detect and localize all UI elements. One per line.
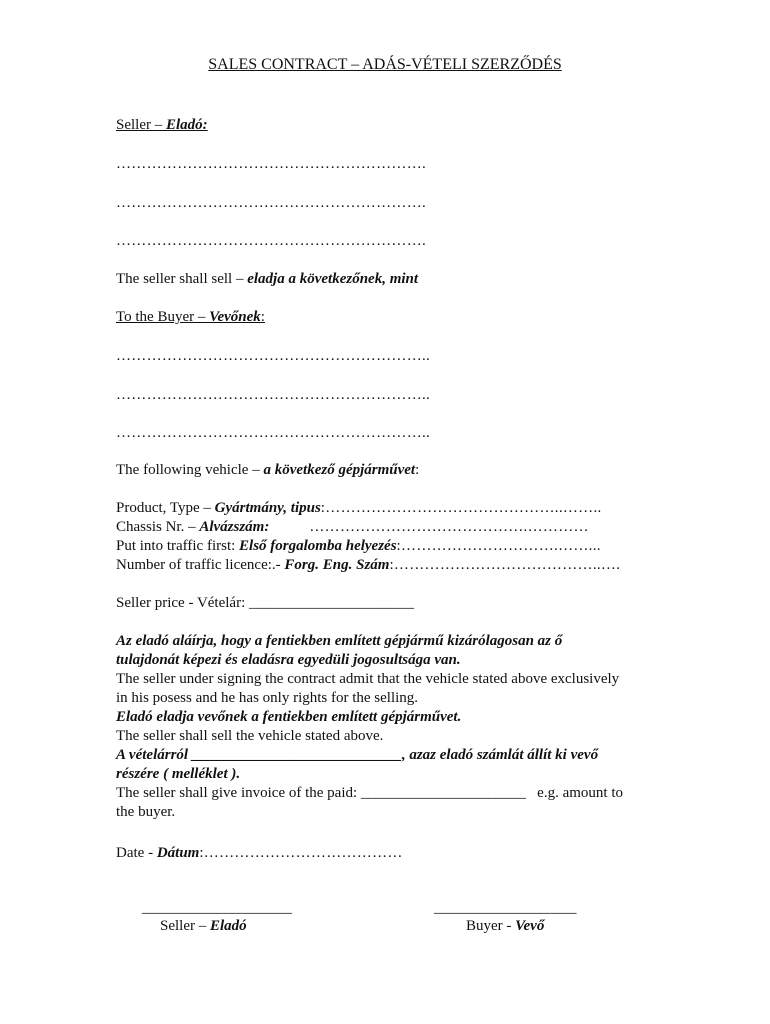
sell-clause	[116, 270, 418, 289]
sell-clause-hu: eladja a következőnek, mint	[247, 271, 419, 287]
seller-label-hu: Eladó:	[166, 117, 208, 133]
buyer-signature-en: Buyer -	[466, 918, 516, 934]
product-type-label-en: Product, Type –	[116, 500, 215, 516]
first-registration-dots[interactable]: :………………………….……...	[396, 538, 601, 554]
vehicle-intro-hu: a következő gépjárművet	[263, 462, 416, 478]
buyer-heading	[116, 308, 265, 327]
seller-signature-caption	[160, 918, 247, 935]
buyer-dotted-line-1[interactable]: ……………………………………………………..	[116, 348, 431, 364]
chassis-dots[interactable]: …………………………………….…………	[309, 519, 589, 535]
date-field[interactable]	[116, 844, 403, 863]
buyer-label-en: To the Buyer –	[116, 309, 210, 325]
invoice-clause-en-line-1	[116, 784, 623, 803]
chassis-number-field[interactable]	[116, 518, 589, 537]
buyer-signature-line[interactable]: ___________________	[434, 900, 577, 916]
product-type-field[interactable]	[116, 499, 602, 518]
invoice-clause-en-b: e.g. amount to	[525, 785, 623, 801]
buyer-label-colon: :	[260, 309, 265, 325]
product-type-label-hu: Gyártmány, tipus	[214, 500, 321, 516]
price-blank[interactable]: ______________________	[249, 595, 414, 611]
vehicle-intro-en: The following vehicle –	[116, 462, 264, 478]
invoice-amount-blank-en[interactable]: ______________________	[360, 785, 526, 801]
sells-clause-en: The seller shall sell the vehicle stated above.	[116, 728, 384, 744]
invoice-amount-blank-hu[interactable]: ____________________________	[191, 747, 402, 763]
first-registration-label-en: Put into traffic first:	[116, 538, 240, 554]
ownership-clause-en-line-1: The seller under signing the contract admit that the vehicle stated above exclusively	[116, 671, 620, 687]
vehicle-intro	[116, 461, 419, 480]
seller-signature-hu: Eladó	[210, 918, 247, 934]
sell-clause-en: The seller shall sell –	[116, 271, 248, 287]
price-label: Seller price - Vételár:	[116, 595, 249, 611]
date-label-hu: Dátum	[156, 845, 200, 861]
buyer-label-hu: Vevőnek	[209, 309, 261, 325]
ownership-clause-hu-line-2: tulajdonát képezi és eladásra egyedüli jogosultsága van.	[116, 652, 461, 668]
chassis-label-en: Chassis Nr. –	[116, 519, 200, 535]
invoice-clause-hu-b: , azaz eladó számlát állít ki vevő	[401, 747, 599, 763]
sells-clause-hu: Eladó eladja vevőnek a fentiekben említett gépjárművet.	[116, 709, 462, 725]
invoice-clause-en-line-2: the buyer.	[116, 804, 176, 820]
traffic-licence-label-en: Number of traffic licence:.-	[116, 557, 285, 573]
date-dots[interactable]: :…………………………………	[199, 845, 403, 861]
buyer-signature-hu: Vevő	[515, 918, 545, 934]
seller-signature-line[interactable]: ____________________	[142, 900, 292, 916]
seller-signature-en: Seller –	[160, 918, 210, 934]
first-registration-field[interactable]	[116, 537, 601, 556]
ownership-clause-hu-line-1: Az eladó aláírja, hogy a fentiekben említett gépjármű kizárólagosan az ő	[116, 633, 563, 649]
seller-heading	[116, 116, 208, 135]
document-title: SALES CONTRACT – ADÁS-VÉTELI SZERZŐDÉS	[208, 56, 562, 73]
seller-label-en: Seller –	[116, 117, 166, 133]
price-field[interactable]	[116, 594, 414, 613]
traffic-licence-number-field[interactable]	[116, 556, 620, 575]
buyer-dotted-line-3[interactable]: ……………………………………………………..	[116, 425, 431, 441]
seller-dotted-line-2[interactable]: …………………………………………………….	[116, 195, 427, 211]
ownership-clause-en-line-2: in his posess and he has only rights for the selling.	[116, 690, 419, 706]
chassis-label-hu: Alvázszám:	[199, 519, 270, 535]
seller-dotted-line-3[interactable]: …………………………………………………….	[116, 233, 427, 249]
invoice-clause-hu-line-1	[116, 746, 598, 765]
traffic-licence-label-hu: Forg. Eng. Szám	[284, 557, 390, 573]
first-registration-label-hu: Első forgalomba helyezés	[239, 538, 397, 554]
buyer-dotted-line-2[interactable]: ……………………………………………………..	[116, 387, 431, 403]
product-type-dots[interactable]: :………………………………………..……..	[320, 500, 602, 516]
buyer-signature-caption	[466, 918, 544, 935]
invoice-clause-hu-a: A vételárról	[116, 747, 192, 763]
vehicle-intro-colon: :	[415, 462, 420, 478]
date-label-en: Date -	[116, 845, 157, 861]
traffic-licence-dots[interactable]: :…………………………………..….	[389, 557, 621, 573]
seller-dotted-line-1[interactable]: …………………………………………………….	[116, 156, 427, 172]
invoice-clause-en-a: The seller shall give invoice of the paid:	[116, 785, 361, 801]
invoice-clause-hu-line-2: részére ( melléklet ).	[116, 766, 241, 782]
